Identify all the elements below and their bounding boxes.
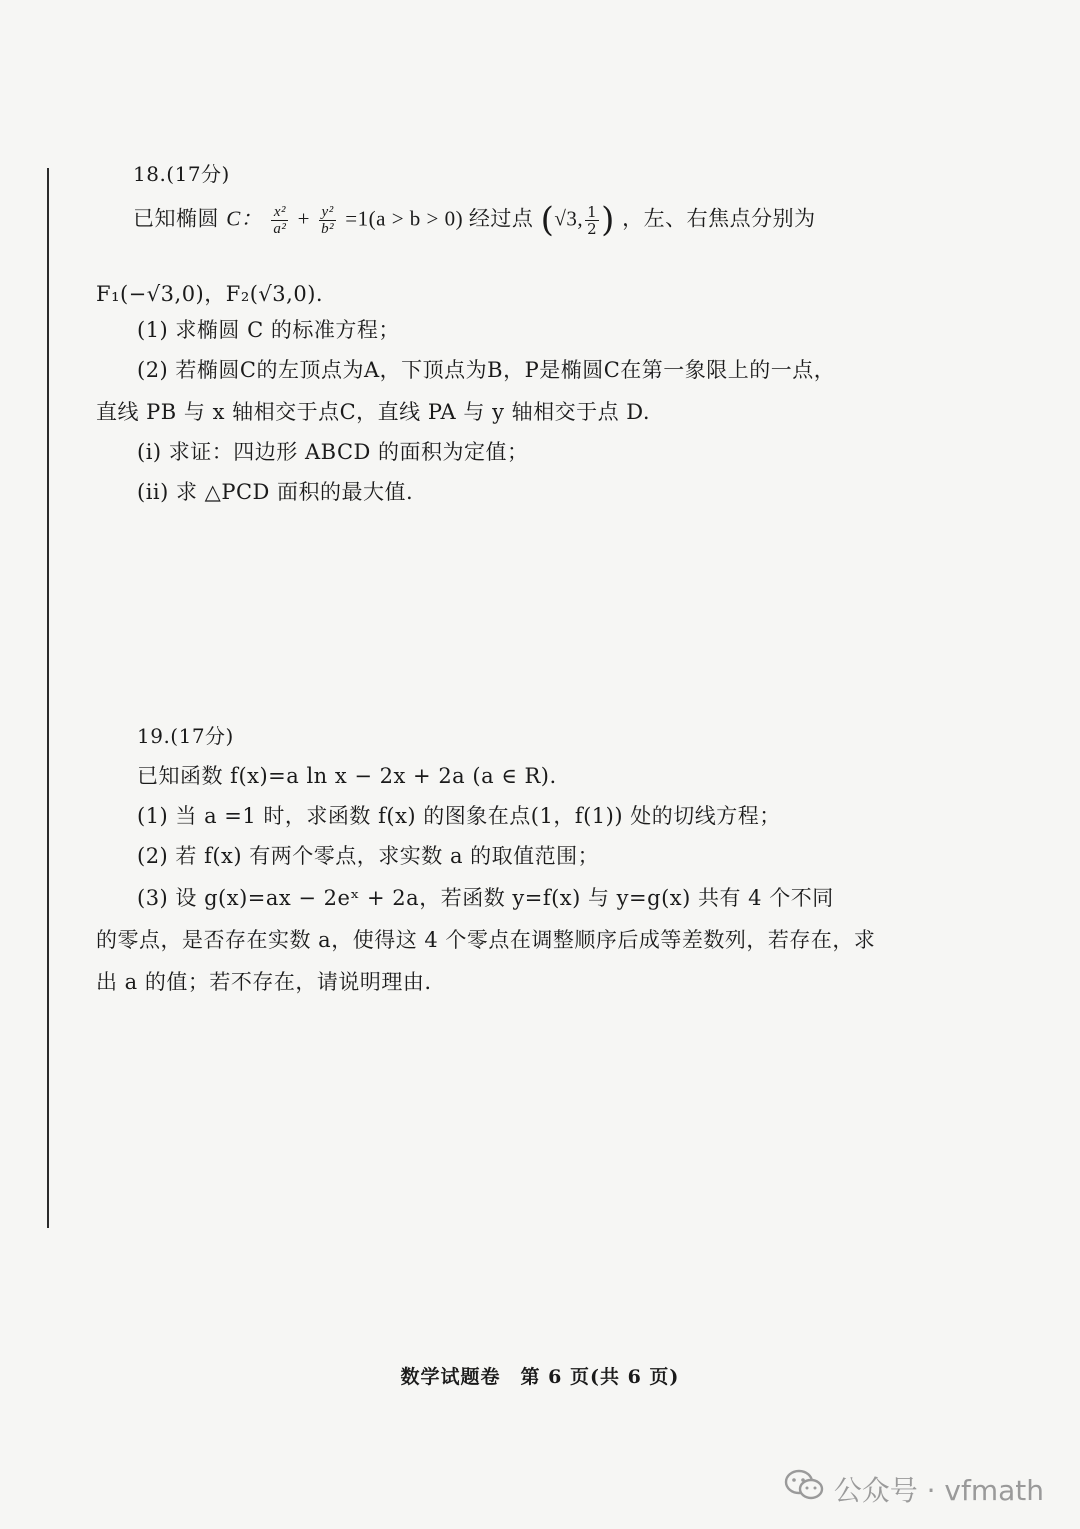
q18-intro: 已知椭圆 C： $\frac{\text{x²}}{\text{a²}}$ + $\frac{\text{y²}}{\text{b²}}$ =1(a > b > 0) 经过点 (√3, $\frac{1}{2}$ ) ，左、右焦点分别为 bbox=[133, 200, 816, 240]
q19-header: 19.(17分) bbox=[137, 724, 234, 748]
q18-part2-line2: 直线 PB 与 x 轴相交于点C，直线 PA 与 y 轴相交于点 D. bbox=[96, 400, 651, 424]
binding-margin-line bbox=[47, 168, 49, 1228]
q19-part3-line3: 出 a 的值；若不存在，请说明理由. bbox=[96, 970, 432, 994]
wechat-icon bbox=[784, 1468, 824, 1509]
q19-intro: 已知函数 f(x)=a ln x − 2x + 2a (a ∈ R). bbox=[137, 764, 557, 788]
q19-part1: (1) 当 a =1 时，求函数 f(x) 的图象在点(1，f(1)) 处的切线方程； bbox=[137, 804, 781, 828]
q19-part3-line1: (3) 设 g(x)=ax − 2eˣ + 2a，若函数 y=f(x) 与 y=g(x) 共有 4 个不同 bbox=[137, 886, 834, 910]
watermark-text: 公众号 · vfmath bbox=[833, 1473, 1044, 1507]
page-footer: 数学试题卷 第 6 页(共 6 页) bbox=[400, 1366, 680, 1388]
q18-foci: F₁(−√3,0)，F₂(√3,0). bbox=[96, 282, 324, 306]
q19-part3-line2: 的零点，是否存在实数 a，使得这 4 个零点在调整顺序后成等差数列，若存在，求 bbox=[96, 928, 876, 952]
q18-part2-ii: (ii) 求 △PCD 面积的最大值. bbox=[137, 480, 414, 504]
frac-x2-a2: $\frac{\text{x²}}{\text{a²}}$ bbox=[273, 203, 287, 237]
frac-y2-b2: $\frac{\text{y²}}{\text{b²}}$ bbox=[321, 203, 335, 237]
q18-formula-tail: =1(a > b > 0) 经过点 bbox=[345, 206, 534, 231]
watermark bbox=[784, 1468, 1044, 1509]
q18-intro-end: ，左、右焦点分别为 bbox=[622, 206, 816, 231]
frac-one-half: $\frac{1}{2}$ bbox=[587, 202, 598, 238]
q18-header: 18.(17分) bbox=[133, 162, 230, 186]
q19-part2: (2) 若 f(x) 有两个零点，求实数 a 的取值范围； bbox=[137, 844, 600, 868]
q18-intro-text: 已知椭圆 bbox=[133, 206, 219, 231]
q18-ellipse-c: C： bbox=[226, 206, 263, 231]
q18-part2-i: (i) 求证：四边形 ABCD 的面积为定值； bbox=[137, 440, 529, 464]
q18-part2-line1: (2) 若椭圆C的左顶点为A，下顶点为B，P是椭圆C在第一象限上的一点， bbox=[137, 358, 836, 382]
q18-part1: (1) 求椭圆 C 的标准方程； bbox=[137, 318, 400, 342]
q18-point-x: √3 bbox=[554, 206, 578, 231]
